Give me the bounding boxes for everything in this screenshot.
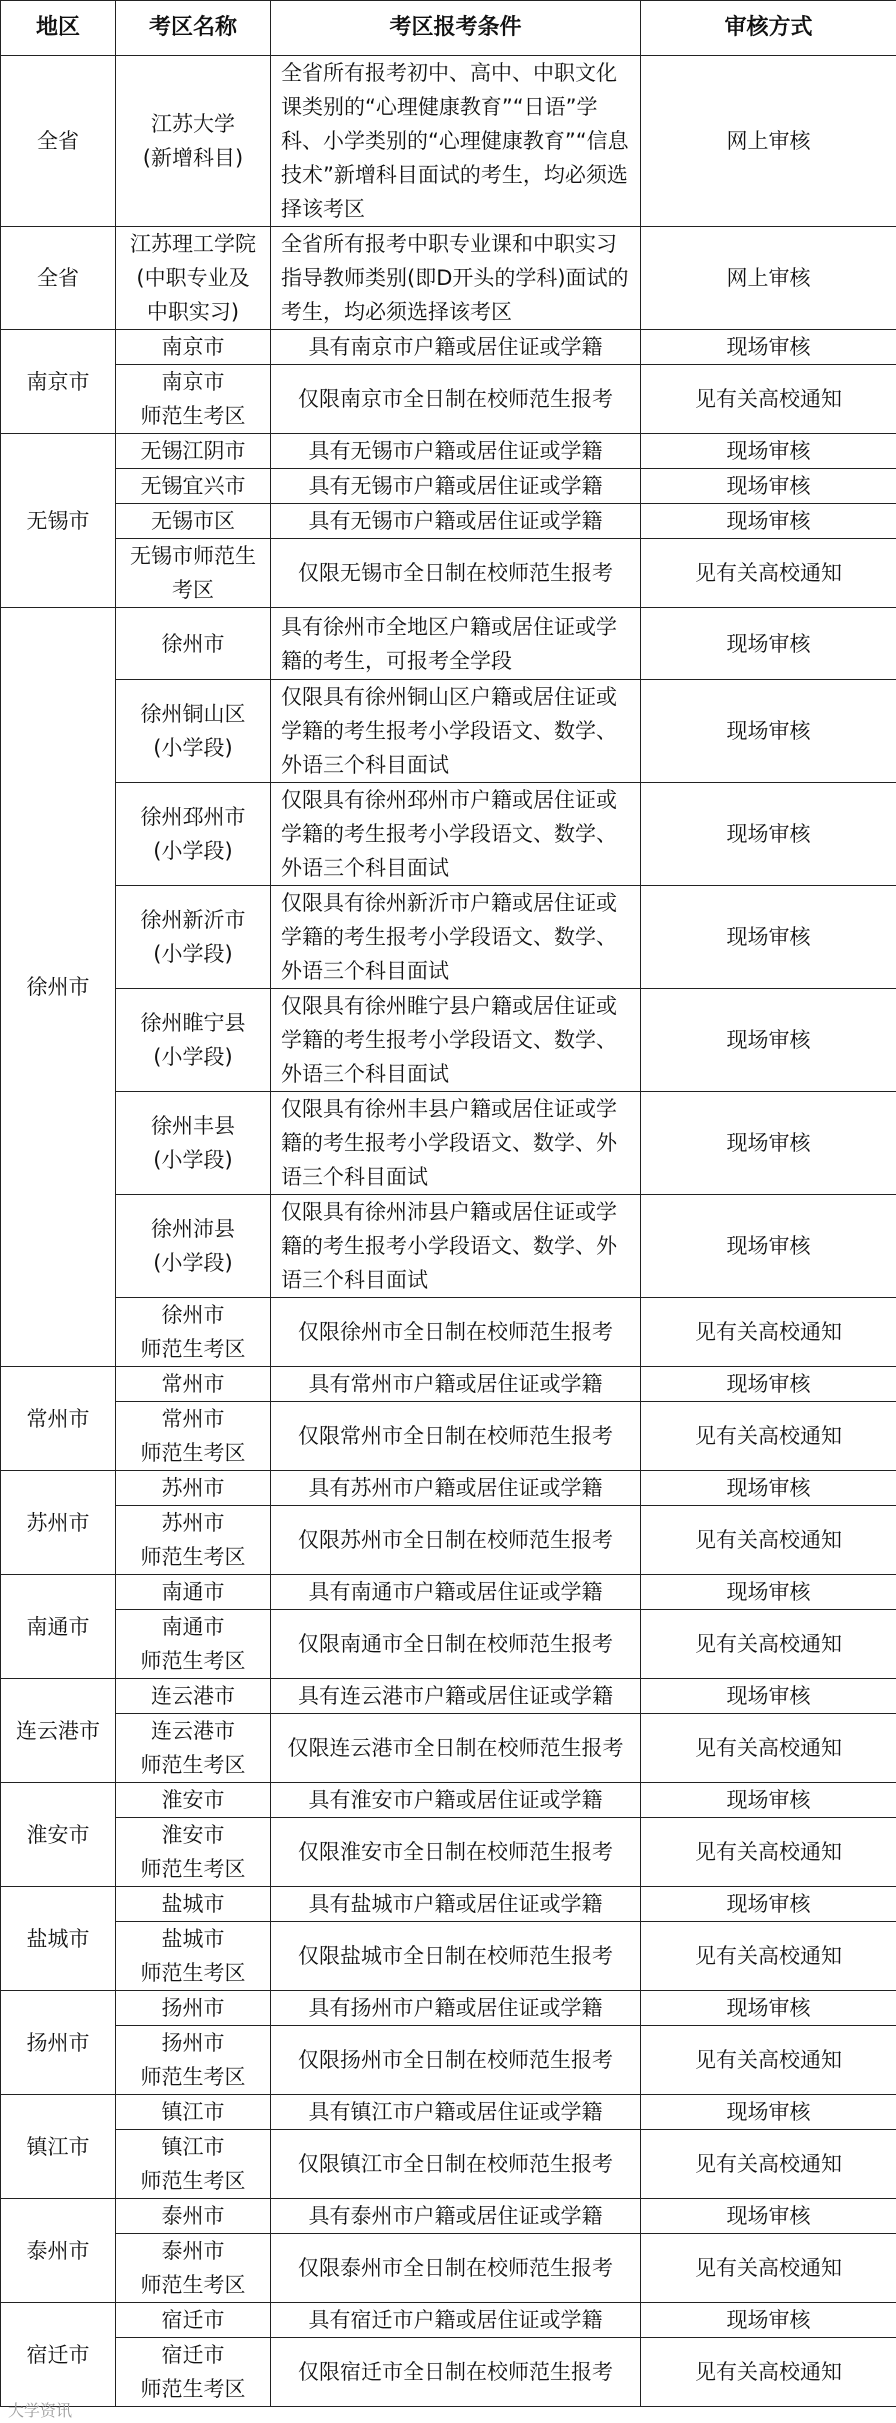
header-conditions: 考区报考条件 [271,1,641,56]
condition-cell: 具有盐城市户籍或居住证或学籍 [271,1887,641,1922]
area-name-cell: 徐州邳州市 (小学段) [116,783,271,886]
area-name-cell: 南通市 师范生考区 [116,1610,271,1679]
table-row [1,1991,896,2026]
table-row [1,2338,896,2407]
header-review-method: 审核方式 [641,1,896,56]
area-name-cell: 无锡市区 [116,504,271,539]
condition-cell: 具有徐州市全地区户籍或居住证或学籍的考生，可报考全学段 [271,608,641,680]
area-name-cell: 南京市 [116,330,271,365]
review-method-cell: 见有关高校通知 [641,1610,896,1679]
review-method-cell: 现场审核 [641,1679,896,1714]
condition-cell: 具有镇江市户籍或居住证或学籍 [271,2095,641,2130]
condition-cell: 仅限淮安市全日制在校师范生报考 [271,1818,641,1887]
header-region: 地区 [1,1,116,56]
region-cell: 苏州市 [1,1471,116,1575]
review-method-cell: 现场审核 [641,1783,896,1818]
table-header-row [1,1,896,56]
area-name-cell: 泰州市 [116,2199,271,2234]
area-name-cell: 连云港市 [116,1679,271,1714]
condition-cell: 全省所有报考初中、高中、中职文化课类别的“心理健康教育”“日语”学科、小学类别的“心理健康教育”“信息技术”新增科目面试的考生，均必须选择该考区 [271,56,641,227]
area-name-cell: 江苏理工学院 (中职专业及 中职实习) [116,227,271,330]
table-row [1,227,896,330]
condition-cell: 仅限镇江市全日制在校师范生报考 [271,2130,641,2199]
condition-cell: 仅限南通市全日制在校师范生报考 [271,1610,641,1679]
review-method-cell: 见有关高校通知 [641,1402,896,1471]
condition-cell: 具有苏州市户籍或居住证或学籍 [271,1471,641,1506]
area-name-cell: 无锡市师范生 考区 [116,539,271,608]
area-name-cell: 扬州市 [116,1991,271,2026]
area-name-cell: 徐州新沂市 (小学段) [116,886,271,989]
area-name-cell: 徐州铜山区 (小学段) [116,680,271,783]
table-row [1,539,896,608]
condition-cell: 仅限具有徐州新沂市户籍或居住证或学籍的考生报考小学段语文、数学、外语三个科目面试 [271,886,641,989]
region-cell: 常州市 [1,1367,116,1471]
table-row [1,1887,896,1922]
review-method-cell: 见有关高校通知 [641,1714,896,1783]
table-row [1,330,896,365]
table-row [1,1402,896,1471]
area-name-cell: 常州市 师范生考区 [116,1402,271,1471]
region-cell: 连云港市 [1,1679,116,1783]
review-method-cell: 现场审核 [641,469,896,504]
header-area-name: 考区名称 [116,1,271,56]
review-method-cell: 现场审核 [641,2199,896,2234]
review-method-cell: 见有关高校通知 [641,1818,896,1887]
region-cell: 盐城市 [1,1887,116,1991]
condition-cell: 仅限扬州市全日制在校师范生报考 [271,2026,641,2095]
condition-cell: 仅限无锡市全日制在校师范生报考 [271,539,641,608]
region-cell: 无锡市 [1,434,116,608]
review-method-cell: 现场审核 [641,2095,896,2130]
condition-cell: 仅限泰州市全日制在校师范生报考 [271,2234,641,2303]
condition-cell: 仅限苏州市全日制在校师范生报考 [271,1506,641,1575]
review-method-cell: 见有关高校通知 [641,2338,896,2407]
review-method-cell: 见有关高校通知 [641,1298,896,1367]
area-name-cell: 泰州市 师范生考区 [116,2234,271,2303]
area-name-cell: 连云港市 师范生考区 [116,1714,271,1783]
table-row [1,2130,896,2199]
condition-cell: 仅限具有徐州邳州市户籍或居住证或学籍的考生报考小学段语文、数学、外语三个科目面试 [271,783,641,886]
area-name-cell: 镇江市 [116,2095,271,2130]
area-name-cell: 苏州市 [116,1471,271,1506]
table-row [1,783,896,886]
area-name-cell: 徐州市 [116,608,271,680]
condition-cell: 具有常州市户籍或居住证或学籍 [271,1367,641,1402]
table-row [1,2303,896,2338]
condition-cell: 仅限具有徐州丰县户籍或居住证或学籍的考生报考小学段语文、数学、外语三个科目面试 [271,1092,641,1195]
review-method-cell: 网上审核 [641,227,896,330]
area-name-cell: 淮安市 [116,1783,271,1818]
area-name-cell: 宿迁市 师范生考区 [116,2338,271,2407]
area-name-cell: 徐州丰县 (小学段) [116,1092,271,1195]
region-cell: 全省 [1,227,116,330]
review-method-cell: 现场审核 [641,680,896,783]
condition-cell: 仅限南京市全日制在校师范生报考 [271,365,641,434]
table-row [1,469,896,504]
watermark: 大学资讯 [8,2401,73,2420]
condition-cell: 具有泰州市户籍或居住证或学籍 [271,2199,641,2234]
table-row [1,608,896,680]
condition-cell: 具有扬州市户籍或居住证或学籍 [271,1991,641,2026]
table-row [1,1471,896,1506]
table-body [1,56,896,2407]
area-name-cell: 徐州市 师范生考区 [116,1298,271,1367]
condition-cell: 仅限徐州市全日制在校师范生报考 [271,1298,641,1367]
review-method-cell: 见有关高校通知 [641,539,896,608]
condition-cell: 仅限宿迁市全日制在校师范生报考 [271,2338,641,2407]
region-cell: 宿迁市 [1,2303,116,2407]
condition-cell: 全省所有报考中职专业课和中职实习指导教师类别(即D开头的学科)面试的考生，均必须选择该考区 [271,227,641,330]
area-name-cell: 无锡宜兴市 [116,469,271,504]
condition-cell: 具有淮安市户籍或居住证或学籍 [271,1783,641,1818]
review-method-cell: 现场审核 [641,1991,896,2026]
region-cell: 徐州市 [1,608,116,1367]
table-row [1,1298,896,1367]
area-name-cell: 常州市 [116,1367,271,1402]
condition-cell: 仅限盐城市全日制在校师范生报考 [271,1922,641,1991]
review-method-cell: 见有关高校通知 [641,2130,896,2199]
table-row [1,2026,896,2095]
review-method-cell: 见有关高校通知 [641,1922,896,1991]
region-cell: 镇江市 [1,2095,116,2199]
condition-cell: 具有连云港市户籍或居住证或学籍 [271,1679,641,1714]
area-name-cell: 徐州沛县 (小学段) [116,1195,271,1298]
table-row [1,989,896,1092]
review-method-cell: 见有关高校通知 [641,1506,896,1575]
table-row [1,1506,896,1575]
table-row [1,2199,896,2234]
review-method-cell: 现场审核 [641,330,896,365]
region-cell: 全省 [1,56,116,227]
table-row [1,1783,896,1818]
region-cell: 扬州市 [1,1991,116,2095]
condition-cell: 仅限具有徐州睢宁县户籍或居住证或学籍的考生报考小学段语文、数学、外语三个科目面试 [271,989,641,1092]
review-method-cell: 现场审核 [641,1367,896,1402]
area-name-cell: 扬州市 师范生考区 [116,2026,271,2095]
table-row [1,1922,896,1991]
review-method-cell: 现场审核 [641,989,896,1092]
area-name-cell: 镇江市 师范生考区 [116,2130,271,2199]
condition-cell: 具有宿迁市户籍或居住证或学籍 [271,2303,641,2338]
review-method-cell: 现场审核 [641,2303,896,2338]
table-row [1,1195,896,1298]
table-row [1,1610,896,1679]
review-method-cell: 现场审核 [641,608,896,680]
area-name-cell: 无锡江阴市 [116,434,271,469]
review-method-cell: 现场审核 [641,783,896,886]
review-method-cell: 现场审核 [641,1471,896,1506]
table-row [1,504,896,539]
review-method-cell: 现场审核 [641,1887,896,1922]
condition-cell: 具有南京市户籍或居住证或学籍 [271,330,641,365]
table-row [1,2095,896,2130]
condition-cell: 具有无锡市户籍或居住证或学籍 [271,434,641,469]
table-row [1,1092,896,1195]
condition-cell: 具有无锡市户籍或居住证或学籍 [271,469,641,504]
table-row [1,365,896,434]
condition-cell: 具有无锡市户籍或居住证或学籍 [271,504,641,539]
review-method-cell: 见有关高校通知 [641,365,896,434]
review-method-cell: 现场审核 [641,1195,896,1298]
table-row [1,1367,896,1402]
area-name-cell: 淮安市 师范生考区 [116,1818,271,1887]
review-method-cell: 现场审核 [641,434,896,469]
condition-cell: 具有南通市户籍或居住证或学籍 [271,1575,641,1610]
condition-cell: 仅限具有徐州铜山区户籍或居住证或学籍的考生报考小学段语文、数学、外语三个科目面试 [271,680,641,783]
area-name-cell: 盐城市 [116,1887,271,1922]
table-row [1,434,896,469]
region-cell: 泰州市 [1,2199,116,2303]
condition-cell: 仅限常州市全日制在校师范生报考 [271,1402,641,1471]
table-row [1,1818,896,1887]
review-method-cell: 见有关高校通知 [641,2026,896,2095]
area-name-cell: 苏州市 师范生考区 [116,1506,271,1575]
table-row [1,1575,896,1610]
region-cell: 淮安市 [1,1783,116,1887]
table-row [1,1714,896,1783]
table-row [1,56,896,227]
review-method-cell: 现场审核 [641,1575,896,1610]
area-name-cell: 宿迁市 [116,2303,271,2338]
condition-cell: 仅限具有徐州沛县户籍或居住证或学籍的考生报考小学段语文、数学、外语三个科目面试 [271,1195,641,1298]
area-name-cell: 徐州睢宁县 (小学段) [116,989,271,1092]
table-row [1,1679,896,1714]
condition-cell: 仅限连云港市全日制在校师范生报考 [271,1714,641,1783]
review-method-cell: 现场审核 [641,1092,896,1195]
area-name-cell: 南京市 师范生考区 [116,365,271,434]
area-name-cell: 南通市 [116,1575,271,1610]
review-method-cell: 现场审核 [641,504,896,539]
table-row [1,680,896,783]
table-row [1,2234,896,2303]
area-name-cell: 盐城市 师范生考区 [116,1922,271,1991]
review-method-cell: 见有关高校通知 [641,2234,896,2303]
region-cell: 南京市 [1,330,116,434]
review-method-cell: 网上审核 [641,56,896,227]
region-cell: 南通市 [1,1575,116,1679]
table-row [1,886,896,989]
area-name-cell: 江苏大学 (新增科目) [116,56,271,227]
review-method-cell: 现场审核 [641,886,896,989]
